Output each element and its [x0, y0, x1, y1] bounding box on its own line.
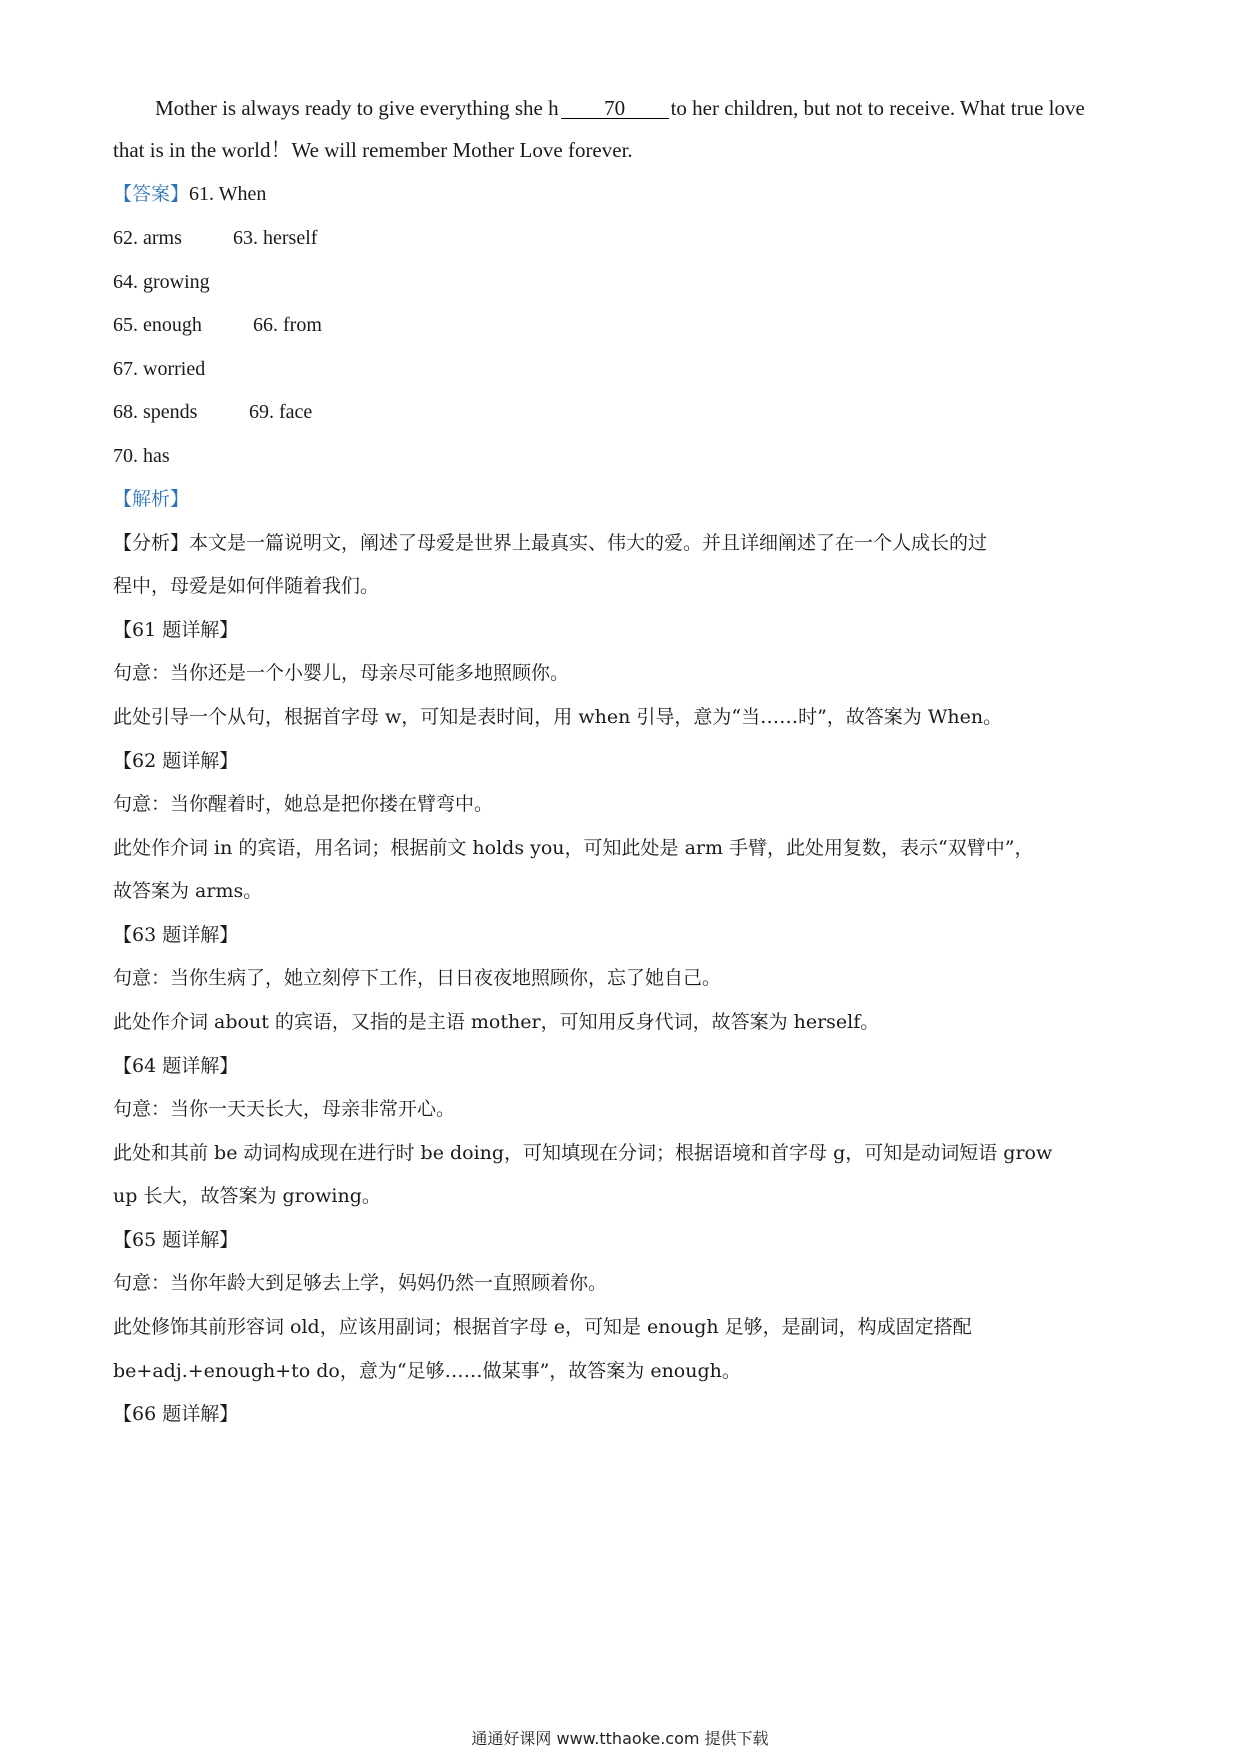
- q63-meaning: 句意：当你生病了，她立刻停下工作，日日夜夜地照顾你，忘了她自己。: [113, 967, 722, 989]
- answer-row-65-66: [113, 313, 322, 337]
- answer-66: 66. from: [253, 314, 322, 336]
- q65-explanation-1: 此处修饰其前形容词 old，应该用副词；根据首字母 e，可知是 enough 足够，是副词，构成固定搭配: [113, 1316, 972, 1338]
- passage-line-1: [155, 96, 1085, 120]
- analysis-label: 【解析】: [113, 488, 190, 510]
- answer-63: 63. herself: [233, 227, 318, 249]
- passage-line-1-before: Mother is always ready to give everything she h: [155, 96, 559, 120]
- q61-meaning: 句意：当你还是一个小婴儿，母亲尽可能多地照顾你。: [113, 662, 570, 684]
- q62-explanation-1: 此处作介词 in 的宾语，用名词；根据前文 holds you，可知此处是 arm 手臂，此处用复数，表示“双臂中”，: [113, 837, 1034, 859]
- answer-67: 67. worried: [113, 358, 206, 380]
- q62-meaning: 句意：当你醒着时，她总是把你搂在臂弯中。: [113, 793, 494, 815]
- footer-watermark: 通通好课网 www.tthaoke.com 提供下载: [471, 1729, 769, 1748]
- q63-explanation: 此处作介词 about 的宾语，又指的是主语 mother，可知用反身代词，故答案为 herself。: [113, 1011, 880, 1033]
- answer-65: 65. enough: [113, 314, 202, 336]
- answer-row-61: [113, 182, 266, 206]
- q64-explanation-2: up 长大，故答案为 growing。: [113, 1185, 381, 1207]
- answer-62: 62. arms: [113, 227, 182, 249]
- q61-explanation: 此处引导一个从句，根据首字母 w，可知是表时间，用 when 引导，意为“当……时”，故答案为 When。: [113, 706, 1003, 728]
- answer-68: 68. spends: [113, 401, 198, 423]
- answer-label: 【答案】: [113, 183, 190, 205]
- q65-meaning: 句意：当你年龄大到足够去上学，妈妈仍然一直照顾着你。: [113, 1272, 608, 1294]
- passage-line-1-after: to her children, but not to receive. What true love: [670, 96, 1085, 120]
- answer-61: 61. When: [189, 183, 267, 205]
- answer-row-68-69: [113, 400, 312, 424]
- answer-row-62-63: [113, 226, 317, 250]
- answer-64: 64. growing: [113, 271, 210, 293]
- q64-title: 【64 题详解】: [113, 1055, 239, 1077]
- q66-title: 【66 题详解】: [113, 1403, 239, 1425]
- q61-title: 【61 题详解】: [113, 619, 239, 641]
- summary-line-1: 【分析】本文是一篇说明文，阐述了母爱是世界上最真实、伟大的爱。并且详细阐述了在一个人成长的过: [113, 532, 988, 554]
- answer-row-67: [113, 357, 205, 381]
- answer-69: 69. face: [249, 401, 313, 423]
- q64-explanation-1: 此处和其前 be 动词构成现在进行时 be doing，可知填现在分词；根据语境和首字母 g，可知是动词短语 grow: [113, 1142, 1053, 1164]
- q62-explanation-2: 故答案为 arms。: [113, 880, 263, 902]
- blank-70: 70: [561, 98, 669, 119]
- passage-line-2: that is in the world！We will remember Mother Love forever.: [113, 138, 633, 162]
- q65-title: 【65 题详解】: [113, 1229, 239, 1251]
- q62-title: 【62 题详解】: [113, 750, 239, 772]
- q64-meaning: 句意：当你一天天长大，母亲非常开心。: [113, 1098, 456, 1120]
- q65-explanation-2: be+adj.+enough+to do，意为“足够……做某事”，故答案为 enough。: [113, 1360, 741, 1382]
- answer-row-70: [113, 444, 170, 468]
- answer-70: 70. has: [113, 445, 170, 467]
- answer-row-64: [113, 270, 210, 294]
- summary-line-2: 程中，母爱是如何伴随着我们。: [113, 575, 380, 597]
- q63-title: 【63 题详解】: [113, 924, 239, 946]
